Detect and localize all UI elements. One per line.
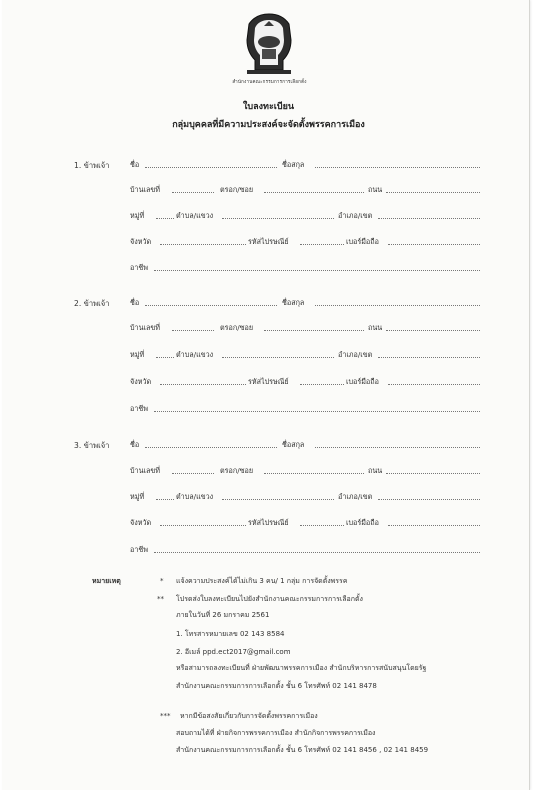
district-field[interactable] — [378, 499, 480, 500]
subdistrict-label: ตำบล/แขวง — [176, 492, 214, 501]
road-label: ถนน — [368, 185, 383, 194]
occupation-field[interactable] — [154, 552, 480, 553]
first-name-field[interactable] — [145, 305, 277, 306]
province-label: จังหวัด — [130, 237, 152, 246]
postcode-field[interactable] — [300, 525, 344, 526]
alley-label: ตรอก/ซอย — [220, 185, 254, 194]
province-field[interactable] — [160, 244, 246, 245]
ect-emblem-icon — [229, 10, 309, 80]
district-label: อำเภอ/เขต — [338, 350, 373, 359]
form-subtitle: กลุ่มบุคคลที่มีความประสงค์จะจัดตั้งพรรคการเมือง — [172, 120, 365, 130]
postcode-field[interactable] — [300, 244, 344, 245]
road-label: ถนน — [368, 323, 383, 332]
province-field[interactable] — [160, 384, 246, 385]
office-contact-1: สำนักงานคณะกรรมการการเลือกตั้ง ชั้น 6 โทรศัพท์ 02 141 8478 — [176, 682, 377, 690]
first-name-field[interactable] — [145, 447, 277, 448]
applicant-number: 1. ข้าพเจ้า — [74, 161, 110, 170]
district-label: อำเภอ/เขต — [338, 211, 373, 220]
note-2-mark: ** — [157, 595, 164, 603]
notes-heading: หมายเหตุ — [92, 577, 121, 585]
road-field[interactable] — [386, 473, 480, 474]
note-1-text: แจ้งความประสงค์ได้ไม่เกิน 3 คน/ 1 กลุ่ม การจัดตั้งพรรค — [176, 577, 348, 585]
subdistrict-field[interactable] — [222, 218, 334, 219]
note-2-text: โปรดส่งใบลงทะเบียนไปยังสำนักงานคณะกรรมการการเลือกตั้ง — [176, 595, 363, 603]
district-label: อำเภอ/เขต — [338, 492, 373, 501]
note-1-mark: * — [160, 577, 164, 585]
register-location: หรือสามารถลงทะเบียนที่ ฝ่ายพัฒนาพรรคการเมือง สำนักบริหารการสนับสนุนโดยรัฐ — [176, 664, 427, 672]
mobile-label: เบอร์มือถือ — [346, 518, 379, 527]
alley-label: ตรอก/ซอย — [220, 466, 254, 475]
note-3-mark: *** — [160, 712, 171, 720]
subdistrict-field[interactable] — [222, 357, 334, 358]
house-no-label: บ้านเลขที่ — [130, 185, 161, 194]
subdistrict-label: ตำบล/แขวง — [176, 211, 214, 220]
first-name-label: ชื่อ — [130, 298, 140, 307]
occupation-label: อาชีพ — [130, 263, 148, 272]
postcode-label: รหัสไปรษณีย์ — [248, 377, 289, 386]
email-address[interactable]: 2. อีเมล์ ppd.ect2017@gmail.com — [176, 648, 291, 656]
occupation-label: อาชีพ — [130, 404, 148, 413]
house-no-label: บ้านเลขที่ — [130, 466, 161, 475]
applicant-number: 2. ข้าพเจ้า — [74, 299, 110, 308]
last-name-label: ชื่อสกุล — [282, 160, 305, 169]
district-field[interactable] — [378, 357, 480, 358]
moo-label: หมู่ที่ — [130, 492, 145, 501]
postcode-field[interactable] — [300, 384, 344, 385]
first-name-field[interactable] — [145, 167, 277, 168]
postcode-label: รหัสไปรษณีย์ — [248, 237, 289, 246]
mobile-label: เบอร์มือถือ — [346, 377, 379, 386]
last-name-field[interactable] — [315, 305, 480, 306]
fax-number: 1. โทรสารหมายเลข 02 143 8584 — [176, 630, 285, 638]
road-field[interactable] — [386, 330, 480, 331]
office-contact-2: สำนักงานคณะกรรมการการเลือกตั้ง ชั้น 6 โทรศัพท์ 02 141 8456 , 02 141 8459 — [176, 746, 429, 754]
house-no-field[interactable] — [172, 330, 214, 331]
note-2-deadline: ภายในวันที่ 26 มกราคม 2561 — [176, 611, 270, 619]
form-title: ใบลงทะเบียน — [243, 102, 294, 112]
moo-label: หมู่ที่ — [130, 211, 145, 220]
alley-field[interactable] — [264, 192, 364, 193]
house-no-field[interactable] — [172, 473, 214, 474]
road-label: ถนน — [368, 466, 383, 475]
moo-field[interactable] — [156, 499, 174, 500]
postcode-label: รหัสไปรษณีย์ — [248, 518, 289, 527]
first-name-label: ชื่อ — [130, 440, 140, 449]
alley-label: ตรอก/ซอย — [220, 323, 254, 332]
last-name-field[interactable] — [315, 447, 480, 448]
occupation-field[interactable] — [154, 270, 480, 271]
moo-field[interactable] — [156, 218, 174, 219]
province-label: จังหวัด — [130, 377, 152, 386]
subdistrict-field[interactable] — [222, 499, 334, 500]
district-field[interactable] — [378, 218, 480, 219]
occupation-field[interactable] — [154, 411, 480, 412]
note-3-contact: สอบถามได้ที่ ฝ่ายกิจการพรรคการเมือง สำนักกิจการพรรคการเมือง — [176, 729, 376, 737]
occupation-label: อาชีพ — [130, 545, 148, 554]
alley-field[interactable] — [264, 473, 364, 474]
house-no-label: บ้านเลขที่ — [130, 323, 161, 332]
moo-field[interactable] — [156, 357, 174, 358]
house-no-field[interactable] — [172, 192, 214, 193]
moo-label: หมู่ที่ — [130, 350, 145, 359]
last-name-label: ชื่อสกุล — [282, 298, 305, 307]
mobile-field[interactable] — [388, 525, 480, 526]
organization-name: สำนักงานคณะกรรมการการเลือกตั้ง — [232, 80, 307, 85]
road-field[interactable] — [386, 192, 480, 193]
alley-field[interactable] — [264, 330, 364, 331]
first-name-label: ชื่อ — [130, 160, 140, 169]
subdistrict-label: ตำบล/แขวง — [176, 350, 214, 359]
last-name-label: ชื่อสกุล — [282, 440, 305, 449]
province-label: จังหวัด — [130, 518, 152, 527]
last-name-field[interactable] — [315, 167, 480, 168]
province-field[interactable] — [160, 525, 246, 526]
mobile-label: เบอร์มือถือ — [346, 237, 379, 246]
mobile-field[interactable] — [388, 244, 480, 245]
form-page — [2, 0, 530, 790]
applicant-number: 3. ข้าพเจ้า — [74, 441, 110, 450]
note-3-text: หากมีข้อสงสัยเกี่ยวกับการจัดตั้งพรรคการเมือง — [180, 712, 318, 720]
mobile-field[interactable] — [388, 384, 480, 385]
